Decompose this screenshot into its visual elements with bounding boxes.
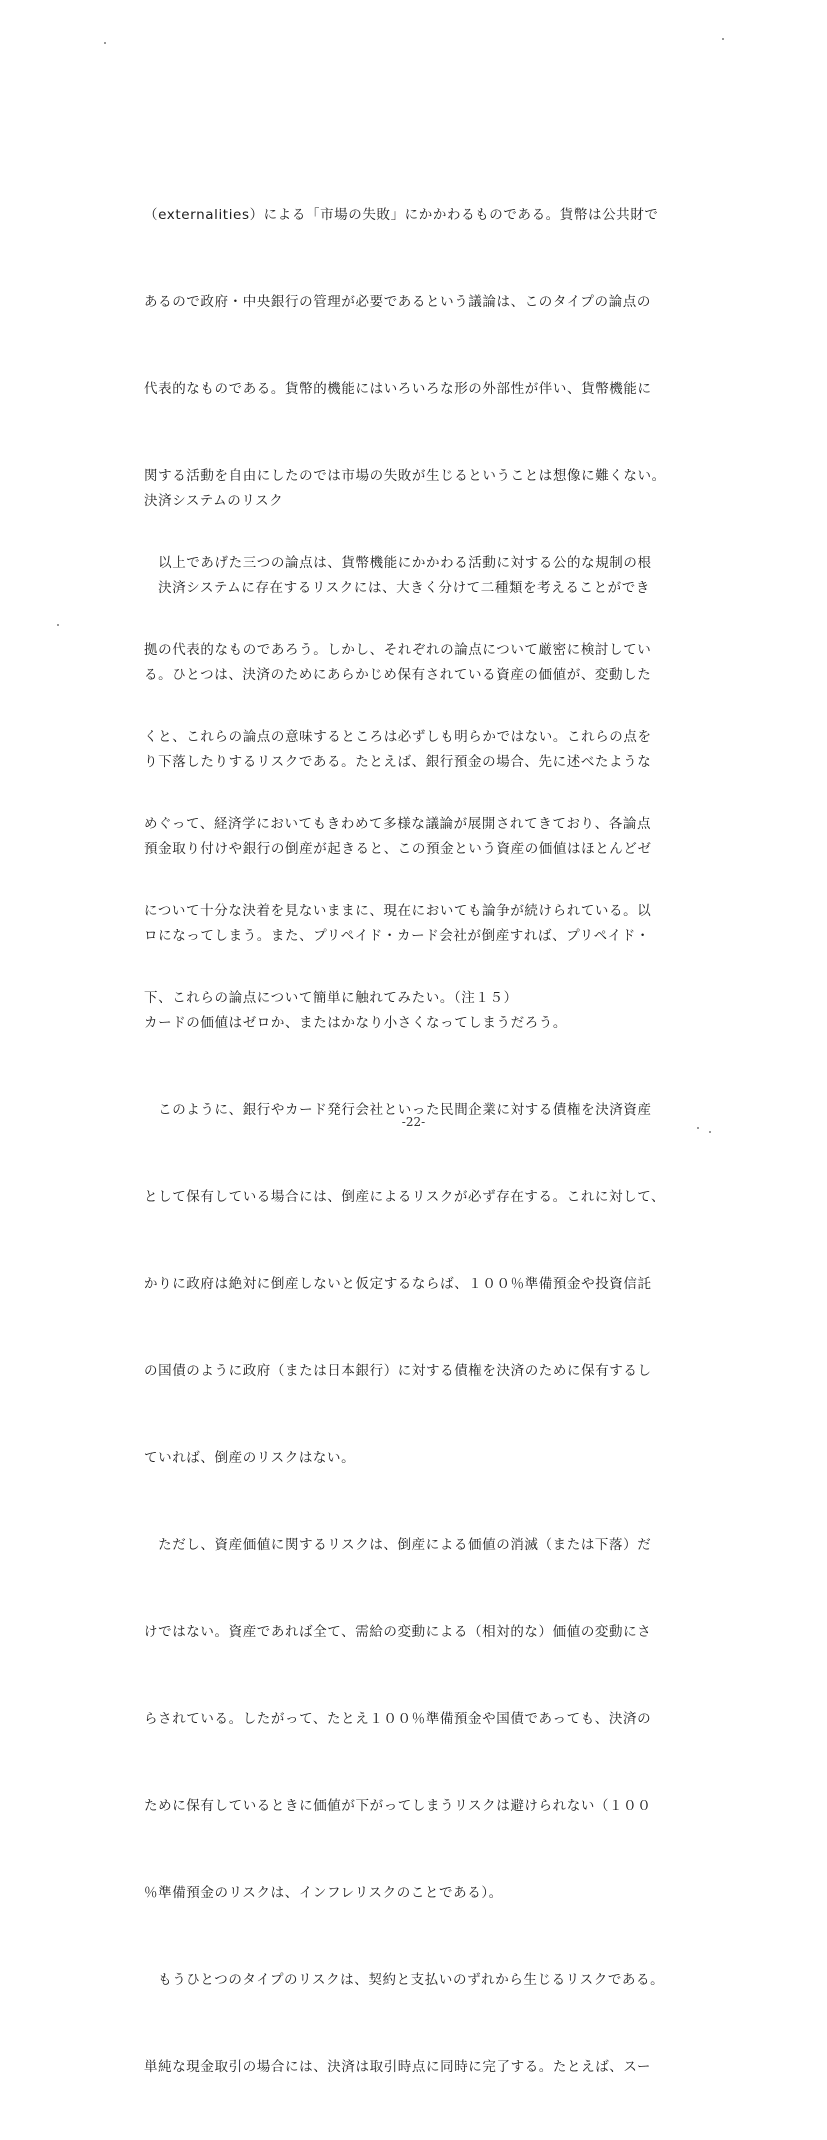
text-line: あるので政府・中央銀行の管理が必要であるという議論は、このタイプの論点の	[144, 294, 651, 310]
scan-speck	[709, 1131, 711, 1133]
text-line: について十分な決着を見ないままに、現在においても論争が続けられている。以	[144, 903, 652, 919]
text-line: り下落したりするリスクである。たとえば、銀行預金の場合、先に述べたような	[144, 754, 652, 770]
scan-speck	[57, 624, 59, 626]
text-line: （externalities）による「市場の失敗」にかかわるものである。貨幣は公共財で	[144, 207, 659, 223]
page-number: -22-	[401, 1115, 426, 1129]
text-line: かりに政府は絶対に倒産しないと仮定するならば、１００％準備預金や投資信託	[144, 1276, 652, 1292]
text-line: ただし、資産価値に関するリスクは、倒産による価値の消滅（または下落）だ	[144, 1537, 652, 1553]
text-line: ％準備預金のリスクは、インフレリスクのことである）。	[144, 1885, 503, 1901]
text-line: めぐって、経済学においてもきわめて多様な議論が展開されてきており、各論点	[144, 816, 652, 832]
text-line: けではない。資産であれば全て、需給の変動による（相対的な）価値の変動にさ	[144, 1624, 652, 1640]
section-heading: 決済システムのリスク	[144, 493, 284, 509]
scan-speck	[697, 1127, 699, 1129]
text-line: らされている。したがって、たとえ１００％準備預金や国債であっても、決済の	[144, 1711, 652, 1727]
text-line: 決済システムに存在するリスクには、大きく分けて二種類を考えることができ	[144, 580, 650, 596]
text-line: 下、これらの論点について簡単に触れてみたい。（注１５）	[144, 990, 518, 1006]
text-line: もうひとつのタイプのリスクは、契約と支払いのずれから生じるリスクである。	[144, 1972, 665, 1988]
text-line: る。ひとつは、決済のためにあらかじめ保有されている資産の価値が、変動した	[144, 667, 652, 683]
body-text-block-2	[144, 516, 699, 2140]
text-line: 関する活動を自由にしたのでは市場の失敗が生じるということは想像に難くない。	[144, 468, 666, 484]
text-line: 代表的なものである。貨幣的機能にはいろいろな形の外部性が伴い、貨幣機能に	[144, 381, 652, 397]
text-line: の国債のように政府（または日本銀行）に対する債権を決済のために保有するし	[144, 1363, 652, 1379]
text-line: カードの価値はゼロか、またはかなり小さくなってしまうだろう。	[144, 1015, 567, 1031]
text-line: として保有している場合には、倒産によるリスクが必ず存在する。これに対して、	[144, 1189, 666, 1205]
text-line: くと、これらの論点の意味するところは必ずしも明らかではない。これらの点を	[144, 729, 652, 745]
text-line: このように、銀行やカード発行会社といった民間企業に対する債権を決済資産	[144, 1102, 652, 1118]
text-line: ロになってしまう。また、プリペイド・カード会社が倒産すれば、プリペイド・	[144, 928, 650, 944]
scan-speck	[722, 38, 724, 40]
text-line: 以上であげた三つの論点は、貨幣機能にかかわる活動に対する公的な規制の根	[144, 555, 652, 571]
text-line: 拠の代表的なものであろう。しかし、それぞれの論点について厳密に検討してい	[144, 642, 652, 658]
text-line: ために保有しているときに価値が下がってしまうリスクは避けられない（１００	[144, 1798, 652, 1814]
scan-speck	[104, 42, 106, 44]
text-line: ていれば、倒産のリスクはない。	[144, 1450, 356, 1466]
text-line: 預金取り付けや銀行の倒産が起きると、この預金という資産の価値はほとんどゼ	[144, 841, 652, 857]
text-line: 単純な現金取引の場合には、決済は取引時点に同時に完了する。たとえば、スー	[144, 2059, 651, 2075]
